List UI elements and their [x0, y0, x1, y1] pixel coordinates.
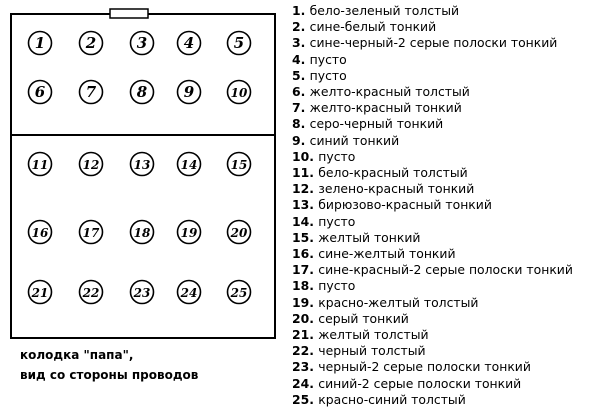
legend-number: 19.: [292, 294, 319, 310]
pin-label-3: 3: [136, 34, 148, 52]
legend-text: красно-желтый толстый: [318, 294, 479, 310]
legend-text: пусто: [309, 51, 347, 67]
legend-text: желтый толстый: [318, 327, 429, 343]
legend-number: 3.: [292, 35, 310, 51]
legend-text: желто-красный тонкий: [309, 100, 462, 116]
legend-number: 16.: [292, 246, 319, 262]
connector-caption: [20, 345, 198, 385]
legend-row: [292, 100, 598, 116]
legend-number: 18.: [292, 278, 319, 294]
legend-number: 2.: [292, 19, 310, 35]
legend-number: 24.: [292, 375, 319, 391]
pin-label-7: 7: [85, 83, 97, 101]
pin-label-24: 24: [180, 286, 198, 300]
pins-group: [29, 32, 251, 304]
connector-diagram: [0, 0, 290, 340]
legend-number: 14.: [292, 213, 319, 229]
legend-number: 11.: [292, 165, 319, 181]
legend-number: 25.: [292, 391, 319, 407]
legend-number: 4.: [292, 51, 310, 67]
pin-label-23: 23: [133, 286, 151, 300]
legend-row: [292, 311, 598, 327]
legend-number: 1.: [292, 3, 310, 18]
legend-row: [292, 133, 598, 149]
legend-row: [292, 116, 598, 132]
legend-row: [292, 327, 598, 343]
legend-text: пусто: [318, 148, 356, 164]
legend-row: [292, 35, 598, 51]
legend-row: [292, 19, 598, 35]
legend-row: [292, 376, 598, 392]
pin-label-4: 4: [183, 34, 195, 52]
legend-row: [292, 262, 598, 278]
caption-line-1: колодка "папа",: [20, 348, 134, 362]
legend-row: [292, 359, 598, 375]
legend-number: 13.: [292, 197, 319, 213]
legend-text: зелено-красный тонкий: [318, 181, 475, 197]
pin-label-20: 20: [230, 226, 248, 240]
legend-text: сине-красный-2 серые полоски тонкий: [318, 262, 573, 278]
legend-text: синий-2 серые полоски тонкий: [318, 375, 522, 391]
legend-number: 9.: [292, 132, 310, 148]
legend-text: синий тонкий: [309, 132, 400, 148]
legend-text: желтый тонкий: [318, 229, 421, 245]
pin-label-5: 5: [233, 34, 245, 52]
legend-row: [292, 343, 598, 359]
pin-label-25: 25: [230, 286, 248, 300]
legend-text: бирюзово-красный тонкий: [318, 197, 492, 213]
legend-row: [292, 295, 598, 311]
legend-text: сине-черный-2 серые полоски тонкий: [309, 35, 558, 51]
connector-key-tab: [110, 9, 148, 18]
wire-legend: [292, 3, 598, 408]
pin-label-18: 18: [133, 226, 151, 240]
pin-label-16: 16: [31, 226, 49, 240]
legend-text: желто-красный толстый: [309, 84, 470, 100]
pin-label-14: 14: [180, 158, 198, 172]
legend-text: бело-красный толстый: [318, 165, 468, 181]
pin-label-17: 17: [82, 226, 100, 240]
legend-text: бело-зеленый толстый: [309, 3, 460, 18]
legend-number: 22.: [292, 343, 319, 359]
legend-row: [292, 165, 598, 181]
legend-row: [292, 230, 598, 246]
pin-label-13: 13: [133, 158, 151, 172]
legend-row: [292, 149, 598, 165]
caption-line-2: вид со стороны проводов: [20, 368, 199, 382]
legend-row: [292, 181, 598, 197]
legend-row: [292, 3, 598, 19]
pin-label-21: 21: [31, 286, 49, 300]
legend-number: 10.: [292, 148, 319, 164]
pin-label-6: 6: [34, 83, 46, 101]
legend-text: пусто: [309, 67, 347, 83]
pin-label-12: 12: [82, 158, 100, 172]
pin-label-22: 22: [82, 286, 100, 300]
pin-label-9: 9: [183, 83, 195, 101]
legend-text: черный толстый: [318, 343, 426, 359]
legend-text: сине-белый тонкий: [309, 19, 437, 35]
legend-row: [292, 246, 598, 262]
legend-row: [292, 68, 598, 84]
legend-row: [292, 197, 598, 213]
legend-row: [292, 392, 598, 408]
legend-text: пусто: [318, 278, 356, 294]
legend-number: 5.: [292, 67, 310, 83]
legend-number: 21.: [292, 327, 319, 343]
pin-label-19: 19: [180, 226, 198, 240]
legend-number: 17.: [292, 262, 319, 278]
legend-number: 12.: [292, 181, 319, 197]
legend-text: красно-синий толстый: [318, 391, 466, 407]
legend-number: 23.: [292, 359, 319, 375]
pin-label-1: 1: [34, 34, 46, 52]
legend-text: серый тонкий: [318, 310, 409, 326]
legend-number: 20.: [292, 310, 319, 326]
legend-number: 7.: [292, 100, 310, 116]
pin-label-10: 10: [230, 86, 248, 100]
pin-label-2: 2: [85, 34, 97, 52]
legend-number: 8.: [292, 116, 310, 132]
pin-label-11: 11: [31, 158, 49, 172]
legend-text: черный-2 серые полоски тонкий: [318, 359, 531, 375]
pin-label-15: 15: [230, 158, 248, 172]
legend-text: пусто: [318, 213, 356, 229]
legend-number: 15.: [292, 229, 319, 245]
legend-row: [292, 278, 598, 294]
pin-label-8: 8: [136, 83, 148, 101]
legend-text: серо-черный тонкий: [309, 116, 444, 132]
legend-row: [292, 52, 598, 68]
legend-row: [292, 84, 598, 100]
legend-row: [292, 214, 598, 230]
legend-number: 6.: [292, 84, 310, 100]
legend-text: сине-желтый тонкий: [318, 246, 456, 262]
